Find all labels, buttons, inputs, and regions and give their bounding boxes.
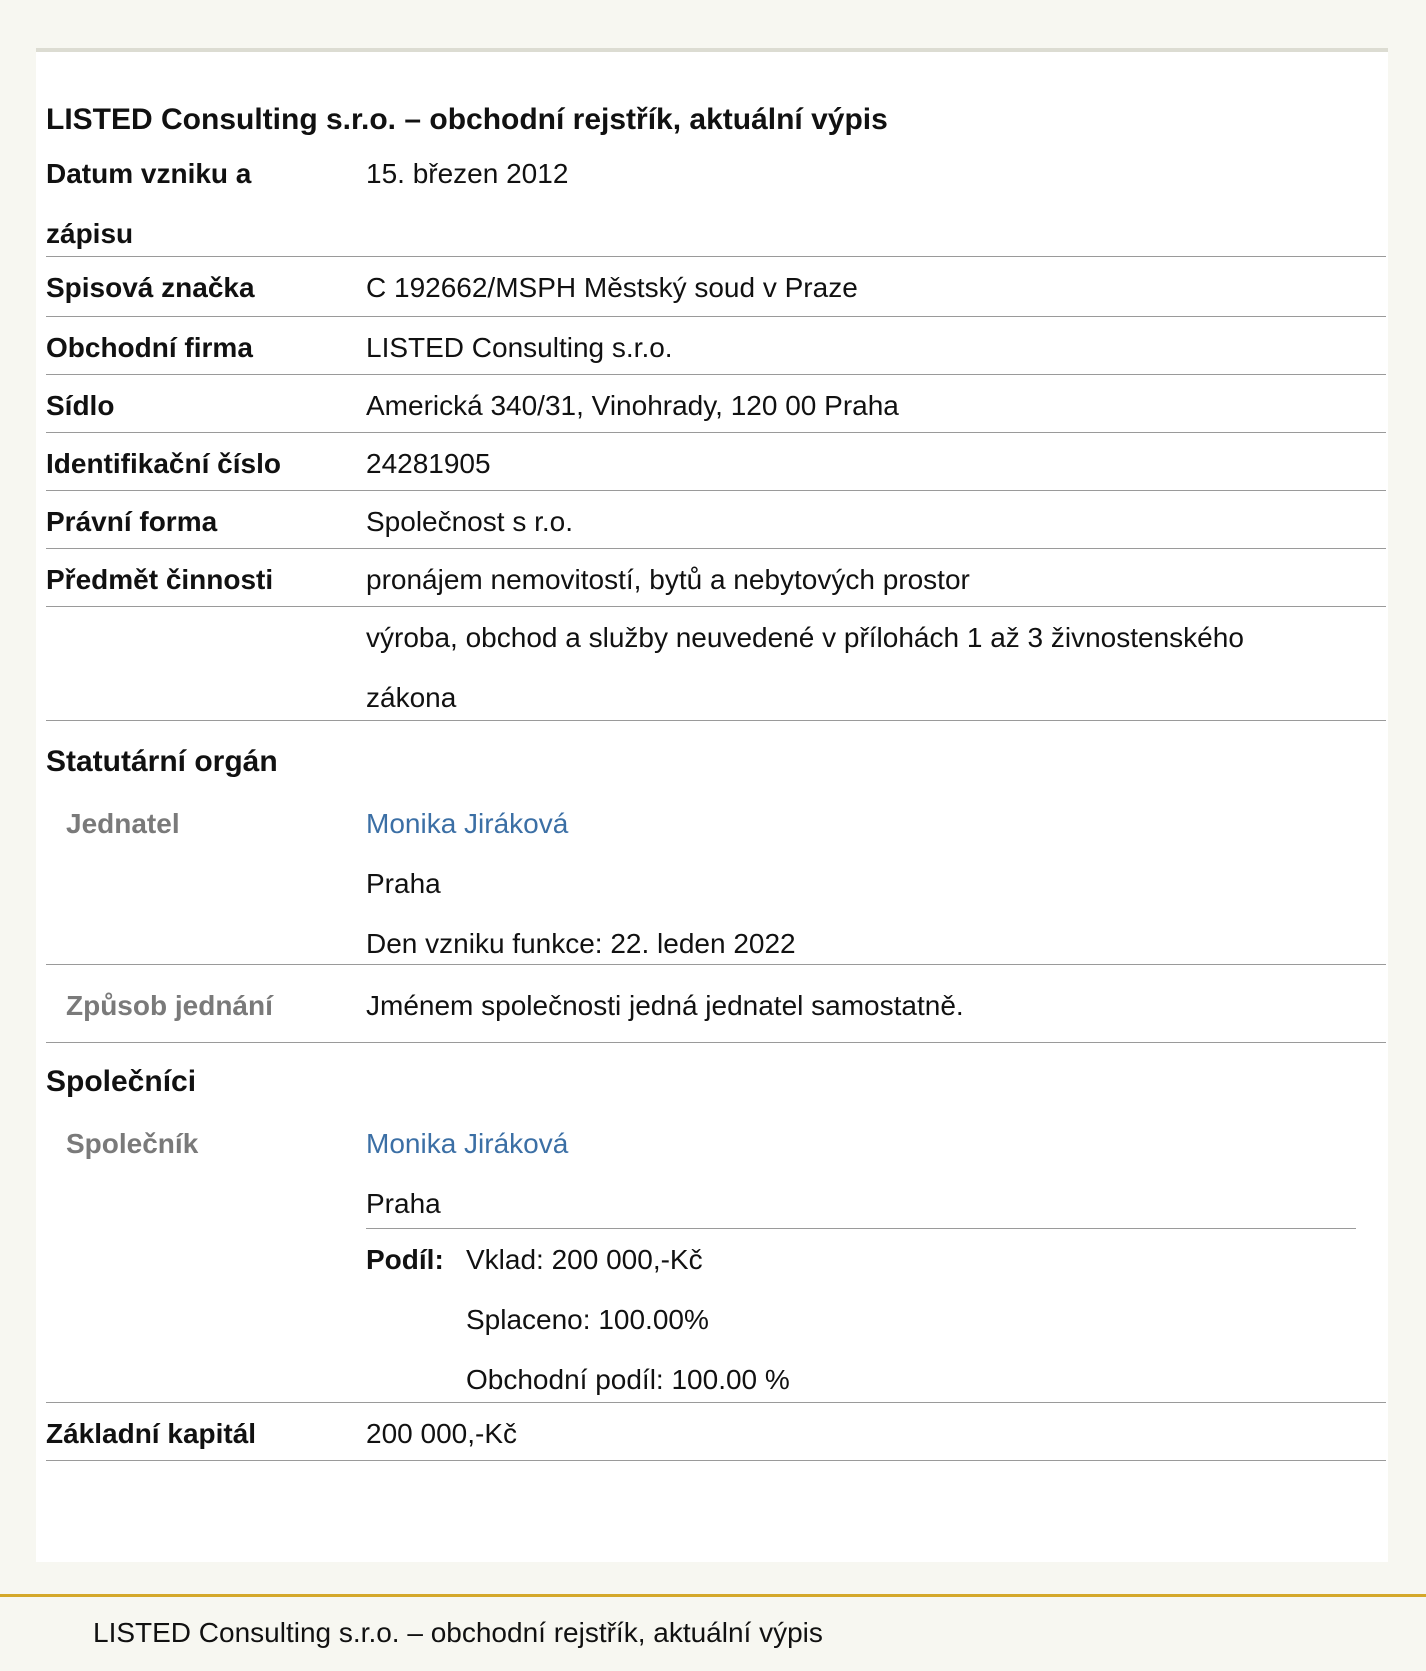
page-footer [0, 1594, 1426, 1671]
jednatel-since: Den vzniku funkce: 22. leden 2022 [366, 928, 796, 959]
label-pravni-forma: Právní forma [46, 506, 218, 537]
value-sidlo: Americká 340/31, Vinohrady, 120 00 Praha [366, 390, 899, 421]
value-spolecnik [366, 1114, 1366, 1234]
section-heading-statutarni-organ: Statutární orgán [46, 745, 278, 778]
row-zakladni-kapital [46, 1404, 1386, 1461]
row-jednatel [46, 794, 1386, 965]
jednatel-city: Praha [366, 868, 441, 899]
document-title: LISTED Consulting s.r.o. – obchodní rejstřík, aktuální výpis [46, 103, 888, 136]
label-sidlo: Sídlo [46, 390, 115, 421]
value-zpusob-jednani: Jménem společnosti jedná jednatel samostatně. [366, 990, 964, 1021]
value-jednatel [366, 794, 1366, 974]
row-pravni-forma [46, 492, 1386, 549]
row-spolecnik [46, 1114, 1386, 1403]
label-predmet-cinnosti: Předmět činnosti [46, 564, 274, 595]
row-predmet-cinnosti-2 [46, 608, 1386, 721]
value-zakladni-kapital: 200 000,-Kč [366, 1418, 517, 1449]
value-datum-vzniku: 15. březen 2012 [366, 158, 569, 189]
link-jednatel-name[interactable]: Monika Jiráková [366, 808, 569, 839]
row-predmet-cinnosti [46, 550, 1386, 607]
value-predmet-cinnosti-2: výroba, obchod a služby neuvedené v přílohách 1 až 3 živnostenského zákona [366, 622, 1244, 713]
share-divider [366, 1228, 1356, 1229]
podil-label: Podíl: [366, 1244, 444, 1275]
label-spisova-znacka: Spisová značka [46, 272, 255, 303]
value-identifikacni-cislo: 24281905 [366, 448, 491, 479]
footer-text: LISTED Consulting s.r.o. – obchodní rejstřík, aktuální výpis [93, 1617, 823, 1648]
label-obchodni-firma: Obchodní firma [46, 332, 253, 363]
podil-values [466, 1230, 790, 1410]
podil-obchodni-podil: Obchodní podíl: 100.00 % [466, 1364, 790, 1395]
label-datum-vzniku: Datum vzniku a zápisu [46, 158, 252, 249]
row-obchodni-firma [46, 318, 1386, 375]
label-spolecnik: Společník [66, 1128, 199, 1159]
row-sidlo [46, 376, 1386, 433]
row-datum-vzniku [46, 144, 1386, 257]
podil-splaceno: Splaceno: 100.00% [466, 1304, 709, 1335]
row-spisova-znacka [46, 258, 1386, 317]
label-jednatel: Jednatel [66, 808, 180, 839]
label-zakladni-kapital: Základní kapitál [46, 1418, 257, 1449]
register-extract-card [36, 52, 1388, 1562]
label-zpusob-jednani: Způsob jednání [66, 990, 273, 1021]
podil-vklad: Vklad: 200 000,-Kč [466, 1244, 703, 1275]
spolecnik-city: Praha [366, 1188, 441, 1219]
row-zpusob-jednani [46, 966, 1386, 1043]
value-obchodni-firma: LISTED Consulting s.r.o. [366, 332, 673, 363]
link-spolecnik-name[interactable]: Monika Jiráková [366, 1128, 569, 1159]
label-identifikacni-cislo: Identifikační číslo [46, 448, 281, 479]
section-heading-spolecnici: Společníci [46, 1065, 197, 1098]
value-pravni-forma: Společnost s r.o. [366, 506, 574, 537]
value-predmet-cinnosti-1: pronájem nemovitostí, bytů a nebytových prostor [366, 564, 970, 595]
row-identifikacni-cislo [46, 434, 1386, 491]
value-spisova-znacka: C 192662/MSPH Městský soud v Praze [366, 272, 858, 303]
